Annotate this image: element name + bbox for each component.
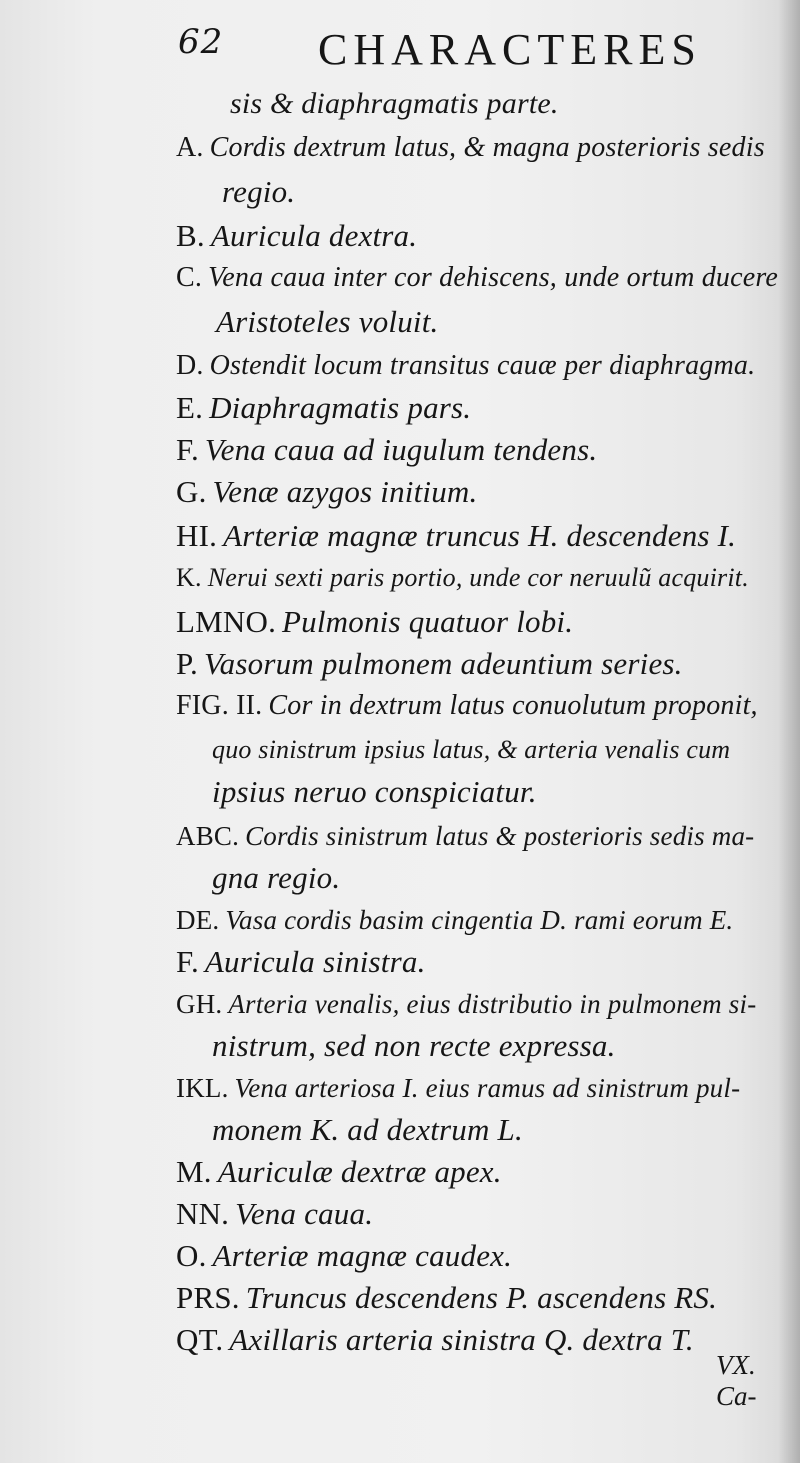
text-line bbox=[222, 172, 295, 212]
line-label: QT. bbox=[176, 1322, 224, 1357]
text-line bbox=[212, 730, 730, 770]
line-label: LMNO. bbox=[176, 604, 277, 639]
line-text: Venæ azygos initium. bbox=[212, 474, 478, 509]
text-line bbox=[176, 1068, 740, 1108]
line-text: Cordis dextrum latus, & magna posterioris sedis bbox=[209, 132, 765, 163]
text-line bbox=[176, 472, 477, 512]
page-gutter-shadow bbox=[778, 0, 800, 1463]
text-line bbox=[176, 516, 736, 556]
text-line bbox=[176, 346, 755, 386]
line-label: A. bbox=[176, 132, 204, 163]
line-text: sis & diaphragmatis parte. bbox=[230, 87, 559, 120]
text-line bbox=[176, 816, 754, 856]
line-label: FIG. II. bbox=[176, 690, 263, 721]
text-line bbox=[176, 1236, 512, 1276]
text-line bbox=[176, 900, 733, 940]
line-text: quo sinistrum ipsius latus, & arteria venalis cum bbox=[212, 735, 731, 764]
text-line bbox=[176, 1278, 717, 1318]
text-line bbox=[212, 858, 340, 898]
line-label: F. bbox=[176, 944, 199, 979]
line-text: ipsius neruo conspiciatur. bbox=[212, 774, 537, 809]
line-text: Arteriæ magnæ truncus H. descendens I. bbox=[223, 518, 737, 553]
line-text: Axillaris arteria sinistra Q. dextra T. bbox=[229, 1322, 694, 1357]
line-text: regio. bbox=[222, 174, 296, 209]
text-line bbox=[176, 1194, 373, 1234]
line-text: Vena caua. bbox=[235, 1196, 374, 1231]
line-label: NN. bbox=[176, 1196, 230, 1231]
line-text: Auriculæ dextræ apex. bbox=[217, 1154, 502, 1189]
line-label: IKL. bbox=[176, 1073, 229, 1103]
text-line bbox=[176, 258, 778, 298]
line-label: P. bbox=[176, 646, 198, 681]
page-number: 62 bbox=[178, 22, 224, 62]
text-line bbox=[176, 216, 417, 256]
line-text: gna regio. bbox=[212, 860, 341, 895]
running-title: CHARACTERES bbox=[318, 25, 702, 74]
line-text: Pulmonis quatuor lobi. bbox=[282, 604, 574, 639]
line-text: Cordis sinistrum latus & posterioris sedis ma- bbox=[245, 821, 755, 851]
line-text: Truncus descendens P. ascendens RS. bbox=[245, 1280, 718, 1315]
line-text: monem K. ad dextrum L. bbox=[212, 1112, 523, 1147]
text-line bbox=[212, 1110, 523, 1150]
line-label: F. bbox=[176, 432, 199, 467]
text-line bbox=[176, 1152, 502, 1192]
line-text: Vena caua inter cor dehiscens, unde ortum ducere bbox=[208, 262, 779, 293]
text-line bbox=[212, 1026, 616, 1066]
line-text: Vena arteriosa I. eius ramus ad sinistrum pul- bbox=[234, 1073, 741, 1103]
text-line bbox=[176, 984, 756, 1024]
line-label: B. bbox=[176, 218, 205, 253]
text-line bbox=[230, 84, 559, 124]
line-text: Aristoteles voluit. bbox=[216, 304, 439, 339]
line-text: Auricula sinistra. bbox=[204, 944, 426, 979]
line-label: K. bbox=[176, 563, 202, 592]
line-label: PRS. bbox=[176, 1280, 240, 1315]
catchword: VX. Ca- bbox=[716, 1350, 757, 1411]
line-text: Vasorum pulmonem adeuntium series. bbox=[203, 646, 683, 681]
line-text: Ostendit locum transitus cauæ per diaphragma. bbox=[209, 350, 756, 381]
line-label: E. bbox=[176, 390, 204, 425]
line-label: G. bbox=[176, 474, 207, 509]
line-label: DE. bbox=[176, 905, 220, 935]
line-text: Vena caua ad iugulum tendens. bbox=[204, 432, 598, 467]
text-line bbox=[176, 686, 758, 726]
line-text: nistrum, sed non recte expressa. bbox=[212, 1028, 616, 1063]
text-line bbox=[212, 772, 537, 812]
line-text: Diaphragmatis pars. bbox=[209, 390, 472, 425]
line-label: ABC. bbox=[176, 821, 240, 851]
line-label: GH. bbox=[176, 989, 223, 1019]
line-label: O. bbox=[176, 1238, 207, 1273]
line-label: D. bbox=[176, 350, 204, 381]
text-line bbox=[176, 128, 765, 168]
line-label: C. bbox=[176, 262, 203, 293]
line-text: Arteria venalis, eius distributio in pulmonem si- bbox=[228, 989, 757, 1019]
text-line bbox=[176, 388, 471, 428]
line-text: Auricula dextra. bbox=[210, 218, 418, 253]
text-line bbox=[176, 558, 749, 598]
text-line bbox=[176, 430, 597, 470]
text-line bbox=[176, 644, 683, 684]
text-line bbox=[216, 302, 439, 342]
text-line bbox=[176, 602, 573, 642]
line-label: M. bbox=[176, 1154, 212, 1189]
line-text: Nerui sexti paris portio, unde cor neruulũ acquirit. bbox=[207, 563, 749, 592]
line-text: Vasa cordis basim cingentia D. rami eorum E. bbox=[225, 905, 734, 935]
text-line bbox=[176, 1320, 694, 1360]
line-label: HI. bbox=[176, 518, 218, 553]
line-text: Arteriæ magnæ caudex. bbox=[212, 1238, 513, 1273]
line-text: Cor in dextrum latus conuolutum proponit, bbox=[268, 690, 758, 721]
text-line bbox=[176, 942, 426, 982]
